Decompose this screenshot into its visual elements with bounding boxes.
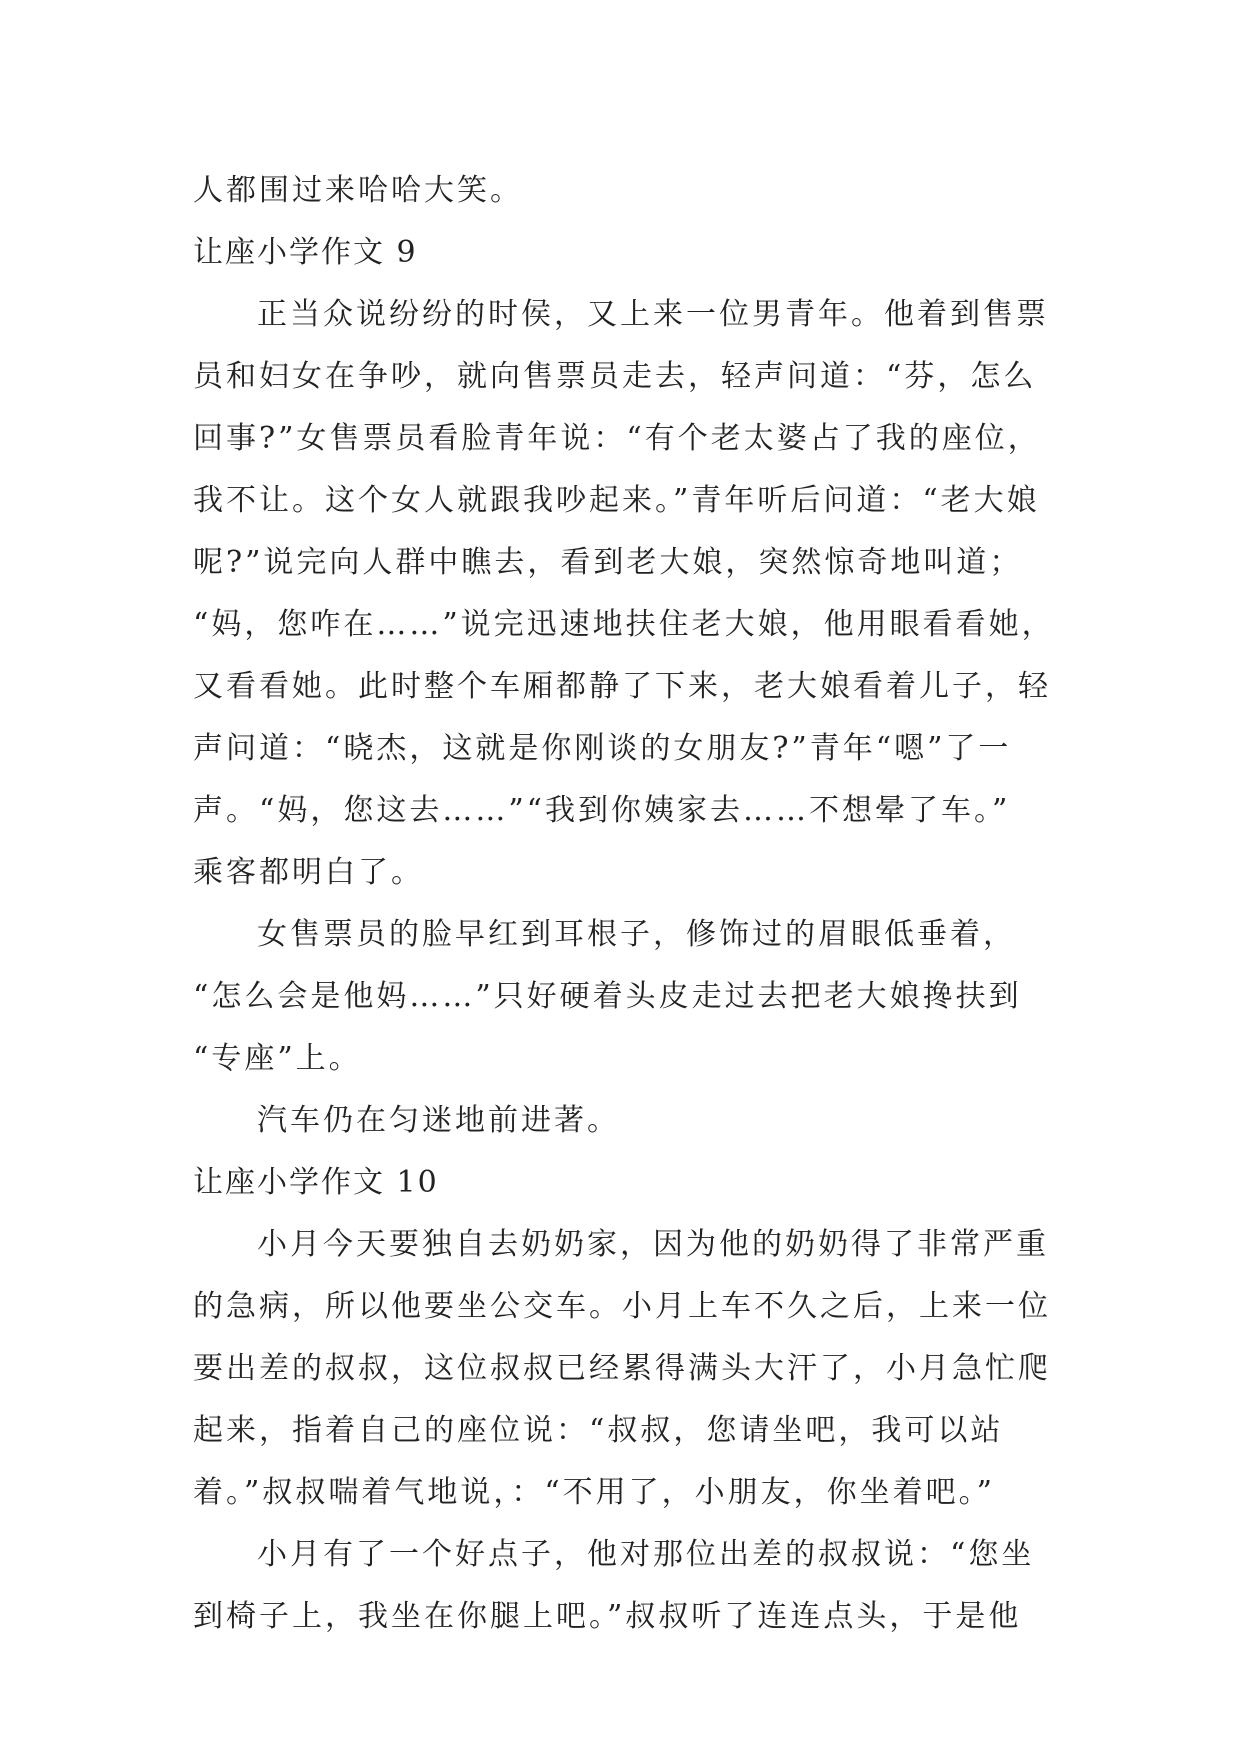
paragraph-first-line: 正当众说纷纷的时侯，又上来一位男青年。他着到售票	[257, 297, 1049, 332]
text-line: 的急病，所以他要坐公交车。小月上车不久之后，上来一位	[193, 1289, 1051, 1324]
paragraph-first-line: 女售票员的脸早红到耳根子，修饰过的眉眼低垂着，	[257, 917, 1016, 952]
text-line: “妈，您咋在……”说完迅速地扶住老大娘，他用眼看看她，	[193, 607, 1055, 642]
text-line: 呢?”说完向人群中瞧去，看到老大娘，突然惊奇地叫道；	[193, 545, 1023, 580]
text-line: “怎么会是他妈……”只好硬着头皮走过去把老大娘搀扶到	[193, 979, 1022, 1014]
essay-heading-9: 让座小学作文 9	[193, 235, 418, 270]
text-line: 起来，指着自己的座位说：“叔叔，您请坐吧，我可以站	[193, 1413, 1004, 1448]
document-body	[193, 160, 1063, 1648]
text-line: 着。”叔叔喘着气地说，：“不用了，小朋友，你坐着吧。”	[193, 1475, 996, 1510]
text-line: 声。“妈，您这去……”“我到你姨家去……不想晕了车。”	[193, 793, 1011, 828]
text-line: 要出差的叔叔，这位叔叔已经累得满头大汗了，小月急忙爬	[193, 1351, 1051, 1386]
text-line: 乘客都明白了。	[193, 855, 424, 890]
essay-heading-10: 让座小学作文 10	[193, 1165, 439, 1200]
text-line: 到椅子上，我坐在你腿上吧。”叔叔听了连连点头，于是他	[193, 1599, 1022, 1634]
text-line: 回事?”女售票员看脸青年说：“有个老太婆占了我的座位，	[193, 421, 1041, 456]
text-line: “专座”上。	[193, 1041, 362, 1076]
text-line: 我不让。这个女人就跟我吵起来。”青年听后问道：“老大娘	[193, 483, 1040, 518]
text-line: 声问道：“晓杰，这就是你刚谈的女朋友?”青年“嗯”了一	[193, 731, 1012, 766]
paragraph-first-line: 小月今天要独自去奶奶家，因为他的奶奶得了非常严重	[257, 1227, 1049, 1262]
text-line: 人都围过来哈哈大笑。	[193, 173, 523, 208]
paragraph-first-line: 小月有了一个好点子，他对那位出差的叔叔说：“您坐	[257, 1537, 1035, 1572]
paragraph-first-line: 汽车仍在匀迷地前进著。	[257, 1103, 620, 1138]
text-line: 又看看她。此时整个车厢都静了下来，老大娘看着儿子，轻	[193, 669, 1051, 704]
text-line: 员和妇女在争吵，就向售票员走去，轻声问道：“芬，怎么	[193, 359, 1037, 394]
